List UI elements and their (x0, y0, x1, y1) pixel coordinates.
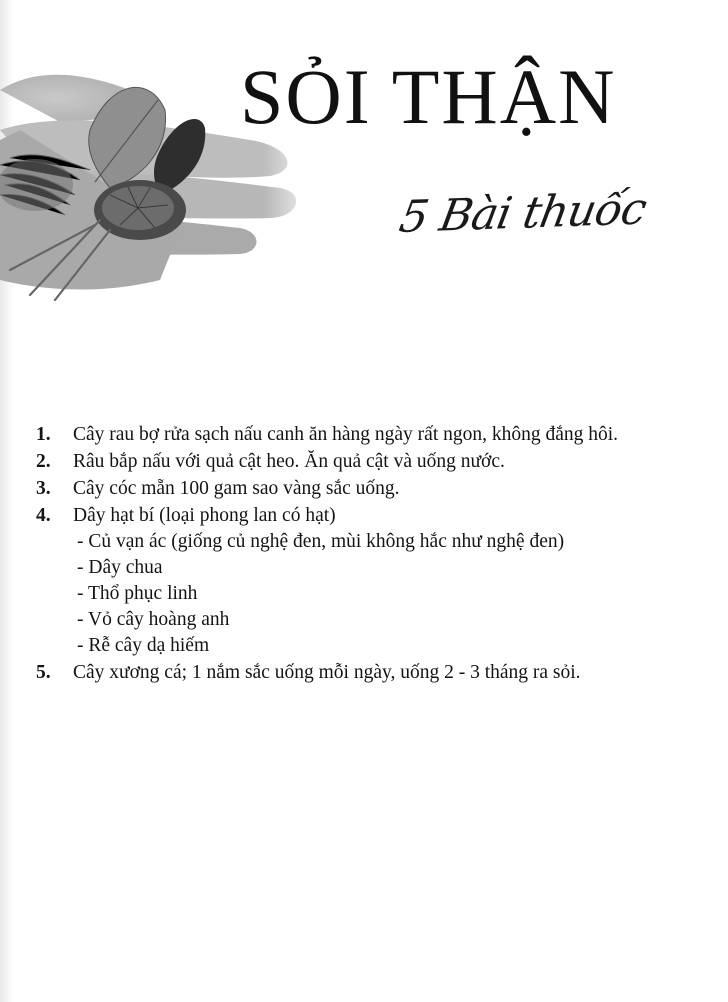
sub-list-item: - Vỏ cây hoàng anh (77, 609, 230, 630)
list-item (36, 422, 686, 448)
list-item (36, 503, 686, 659)
item-number: 5. (36, 662, 51, 683)
item-text: Dây hạt bí (loại phong lan có hạt) (73, 505, 336, 526)
item-body (73, 503, 686, 659)
sub-list-item: - Thổ phục linh (77, 583, 198, 604)
sub-list-item: - Dây chua (77, 557, 163, 578)
page-subtitle: 5 Bài thuốc (395, 183, 650, 243)
sub-list-item: - Củ vạn ác (giống củ nghệ đen, mùi không hắc như nghệ đen) (77, 531, 565, 552)
ingredient-sublist (73, 529, 686, 659)
sub-list-item: - Rễ cây dạ hiếm (77, 635, 210, 656)
item-text: Cây cóc mẵn 100 gam sao vàng sắc uống. (73, 478, 400, 499)
list-item (36, 449, 686, 475)
item-text: Cây xương cá; 1 nắm sắc uống mỗi ngày, uống 2 - 3 tháng ra sỏi. (73, 662, 581, 683)
page-title: SỎI THẬN (240, 53, 617, 140)
item-text: Cây rau bợ rửa sạch nấu canh ăn hàng ngày rất ngon, không đắng hôi. (73, 424, 619, 445)
item-number: 2. (36, 451, 51, 472)
item-number: 4. (36, 505, 51, 526)
item-number: 3. (36, 478, 51, 499)
item-number: 1. (36, 424, 51, 445)
list-item (36, 660, 686, 686)
list-item (36, 476, 686, 502)
remedy-list (36, 422, 686, 687)
item-text: Râu bắp nấu với quả cật heo. Ăn quả cật và uống nước. (73, 451, 505, 472)
